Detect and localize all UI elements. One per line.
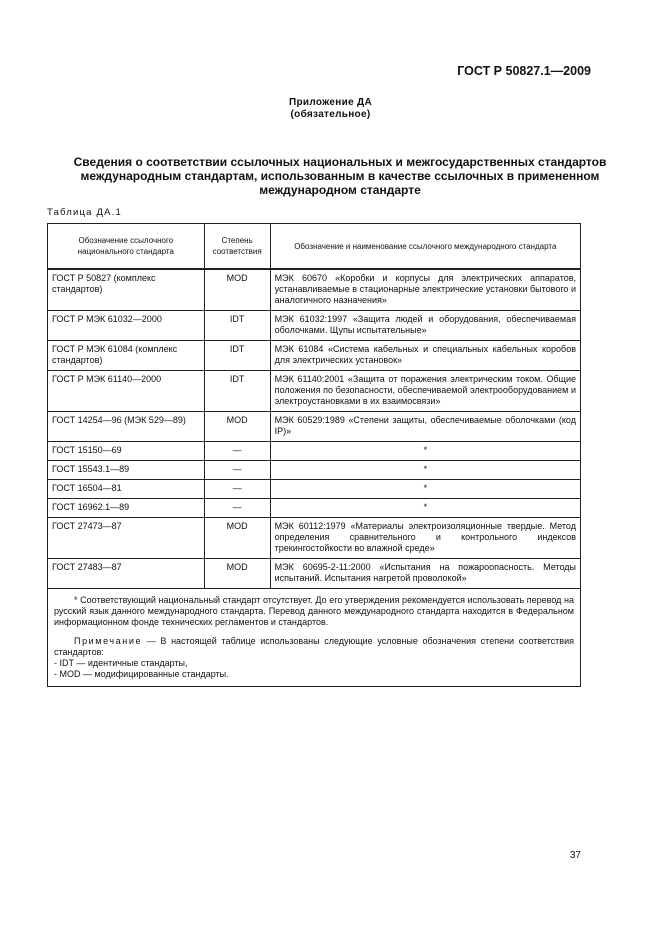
- table-footer-row: [48, 589, 581, 687]
- heading-line-1: Сведения о соответствии ссылочных национальных и межгосударственных стандартов: [73, 155, 607, 169]
- cell-international: *: [270, 499, 580, 518]
- heading-line-3: международном стандарте: [259, 183, 421, 197]
- cell-international: МЭК 60670 «Коробки и корпусы для электрических аппаратов, устанавливаемые в стационарные электрические установки бытового и аналогичного назначения»: [270, 269, 580, 311]
- cell-national: ГОСТ 15543.1—89: [48, 461, 205, 480]
- table-row: [48, 480, 581, 499]
- cell-international: *: [270, 480, 580, 499]
- cell-international: *: [270, 442, 580, 461]
- cell-international: МЭК 60695-2-11:2000 «Испытания на пожароопасность. Методы испытаний. Испытания нагретой проволокой»: [270, 559, 580, 589]
- cell-degree: —: [204, 480, 270, 499]
- table-row: [48, 559, 581, 589]
- cell-degree: IDT: [204, 341, 270, 371]
- document-code: ГОСТ Р 50827.1—2009: [457, 64, 591, 78]
- note: [54, 636, 574, 658]
- cell-national: ГОСТ 27473—87: [48, 518, 205, 559]
- table-notes: [48, 589, 581, 687]
- cell-national: ГОСТ 15150—69: [48, 442, 205, 461]
- table-row: [48, 442, 581, 461]
- cell-national: ГОСТ Р МЭК 61140—2000: [48, 371, 205, 412]
- column-header-international: Обозначение и наименование ссылочного международного стандарта: [270, 224, 580, 270]
- column-header-degree: Степень соответствия: [204, 224, 270, 270]
- cell-national: ГОСТ 16962.1—89: [48, 499, 205, 518]
- correspondence-table: [47, 223, 581, 687]
- cell-national: ГОСТ Р 50827 (комплекс стандартов): [48, 269, 205, 311]
- table-row: [48, 499, 581, 518]
- cell-international: *: [270, 461, 580, 480]
- table-row: [48, 341, 581, 371]
- footnote: * Соответствующий национальный стандарт отсутствует. До его утверждения рекомендуется использовать перевод на русский язык данного международного стандарта. Перевод данного международного стандарта находится в Федеральном информационном фонде технических регламентов и стандартов.: [54, 595, 574, 627]
- heading-line-2: международным стандартам, использованным в качестве ссылочных в примененном: [80, 169, 600, 183]
- page-number: 37: [569, 850, 581, 861]
- table-row: [48, 371, 581, 412]
- cell-national: ГОСТ 27483—87: [48, 559, 205, 589]
- appendix-subtitle: (обязательное): [290, 109, 371, 120]
- cell-national: ГОСТ 14254—96 (МЭК 529—89): [48, 412, 205, 442]
- cell-degree: IDT: [204, 371, 270, 412]
- cell-degree: IDT: [204, 311, 270, 341]
- table-header-row: [48, 224, 581, 270]
- note-item-idt: - IDT — идентичные стандарты,: [54, 658, 188, 668]
- note-text: — В настоящей таблице использованы следующие условные обозначения степени соответствия стандартов:: [54, 636, 574, 657]
- column-header-national: Обозначение ссылочного национального стандарта: [48, 224, 205, 270]
- cell-national: ГОСТ Р МЭК 61032—2000: [48, 311, 205, 341]
- table-row: [48, 311, 581, 341]
- cell-national: ГОСТ Р МЭК 61084 (комплекс стандартов): [48, 341, 205, 371]
- table-row: [48, 461, 581, 480]
- cell-degree: MOD: [204, 269, 270, 311]
- cell-international: МЭК 60112:1979 «Материалы электроизоляционные твердые. Метод определения сравнительного и контрольного индексов трекингостойкости во влажной среде»: [270, 518, 580, 559]
- table-label: Таблица ДА.1: [47, 207, 122, 218]
- cell-international: МЭК 61084 «Система кабельных и специальных кабельных коробов для электрических установок»: [270, 341, 580, 371]
- cell-international: МЭК 61032:1997 «Защита людей и оборудования, обеспечиваемая оболочками. Щупы испытательные»: [270, 311, 580, 341]
- cell-international: МЭК 60529:1989 «Степени защиты, обеспечиваемые оболочками (код IP)»: [270, 412, 580, 442]
- cell-degree: —: [204, 461, 270, 480]
- table-row: [48, 518, 581, 559]
- cell-degree: —: [204, 499, 270, 518]
- note-label: Примечание: [74, 636, 143, 646]
- section-heading: [40, 155, 640, 197]
- note-item-mod: - MOD — модифицированные стандарты.: [54, 669, 229, 679]
- table-row: [48, 269, 581, 311]
- cell-international: МЭК 61140:2001 «Защита от поражения электрическим током. Общие положения по безопасности, обеспечиваемой электрооборудованием и электроустановками в их взаимосвязи»: [270, 371, 580, 412]
- appendix-heading: [0, 97, 661, 121]
- cell-degree: MOD: [204, 518, 270, 559]
- appendix-title: Приложение ДА: [289, 97, 372, 108]
- cell-degree: —: [204, 442, 270, 461]
- cell-degree: MOD: [204, 412, 270, 442]
- cell-national: ГОСТ 16504—81: [48, 480, 205, 499]
- cell-degree: MOD: [204, 559, 270, 589]
- table-row: [48, 412, 581, 442]
